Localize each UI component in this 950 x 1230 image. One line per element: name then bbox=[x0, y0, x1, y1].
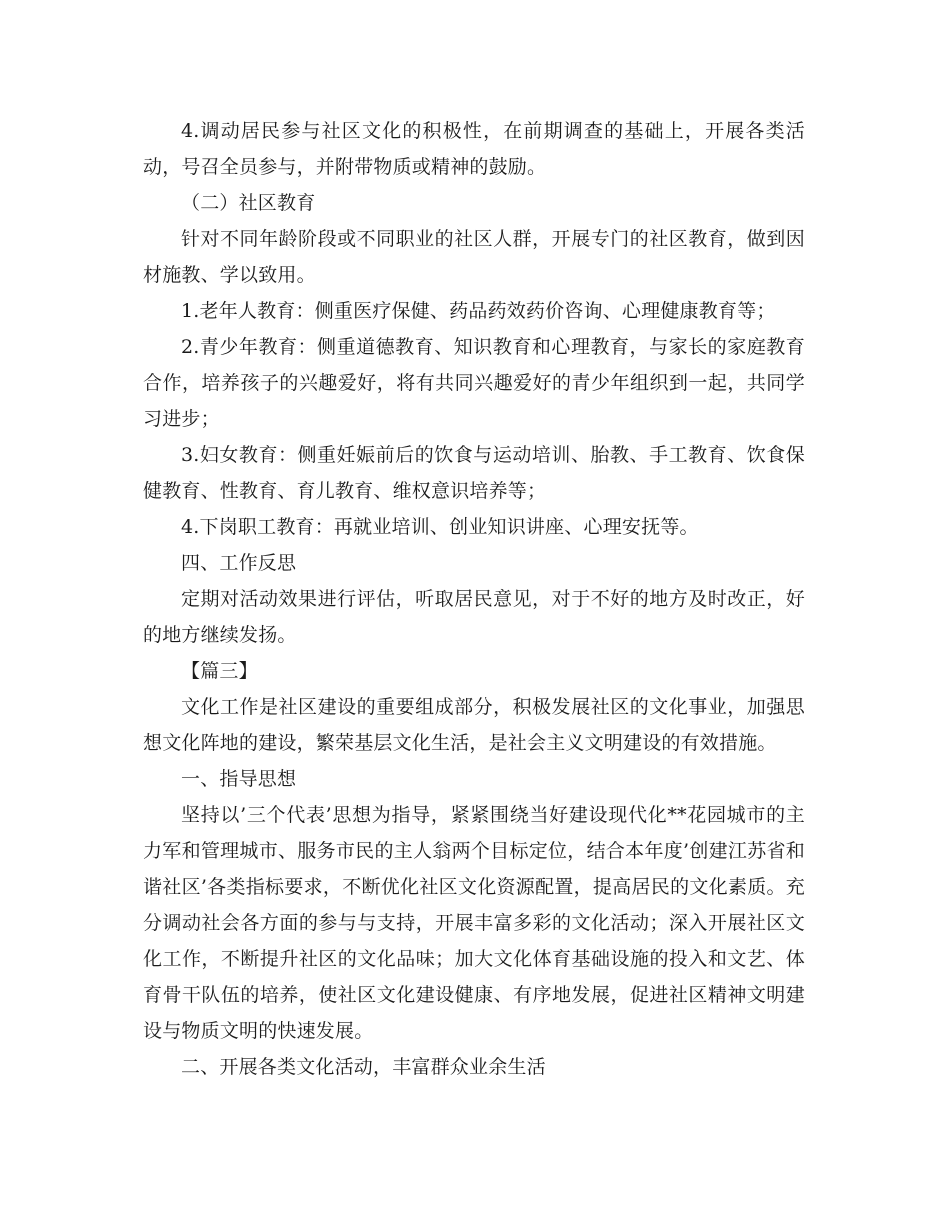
paragraph-education-intro: 针对不同年龄阶段或不同职业的社区人群，开展专门的社区教育，做到因材施教、学以致用。 bbox=[143, 228, 805, 286]
section-heading-work-reflection: 四、工作反思 bbox=[181, 552, 297, 574]
paragraph-culture-intro: 文化工作是社区建设的重要组成部分，积极发展社区的文化事业，加强思想文化阵地的建设，繁荣基层文化生活，是社会主义文明建设的有效措施。 bbox=[143, 696, 805, 754]
paragraph-reflection: 定期对活动效果进行评估，听取居民意见，对于不好的地方及时改正，好的地方继续发扬。 bbox=[143, 588, 805, 646]
paragraph-women-education: 3.妇女教育：侧重妊娠前后的饮食与运动培训、胎教、手工教育、饮食保健教育、性教育、育儿教育、维权意识培养等； bbox=[143, 444, 805, 502]
document-body bbox=[143, 113, 805, 1085]
paragraph-youth-education: 2.青少年教育：侧重道德教育、知识教育和心理教育，与家长的家庭教育合作，培养孩子的兴趣爱好，将有共同兴趣爱好的青少年组织到一起，共同学习进步； bbox=[143, 336, 805, 430]
paragraph-elderly-education: 1.老年人教育：侧重医疗保健、药品药效药价咨询、心理健康教育等； bbox=[181, 300, 776, 322]
paragraph-laid-off-education: 4.下岗职工教育：再就业培训、创业知识讲座、心理安抚等。 bbox=[181, 516, 699, 538]
chapter-heading-part-three: 【篇三】 bbox=[181, 660, 258, 682]
section-heading-community-education: （二）社区教育 bbox=[181, 192, 316, 214]
paragraph-item-4-encourage: 4.调动居民参与社区文化的积极性，在前期调查的基础上，开展各类活动，号召全员参与，并附带物质或精神的鼓励。 bbox=[143, 120, 805, 178]
section-heading-guiding-ideology: 一、指导思想 bbox=[181, 768, 297, 790]
section-heading-cultural-activities: 二、开展各类文化活动，丰富群众业余生活 bbox=[181, 1056, 546, 1078]
paragraph-guiding-ideology: 坚持以’三个代表’思想为指导，紧紧围绕当好建设现代化**花园城市的主力军和管理城市、服务市民的主人翁两个目标定位，结合本年度’创建江苏省和谐社区’各类指标要求，不断优化社区文化资源配置，提高居民的文化素质。充分调动社会各方面的参与与支持，开展丰富多彩的文化活动；深入开展社区文化工作，不断提升社区的文化品味；加大文化体育基础设施的投入和文艺、体育骨干队伍的培养，使社区文化建设健康、有序地发展，促进社区精神文明建设与物质文明的快速发展。 bbox=[143, 804, 805, 1042]
